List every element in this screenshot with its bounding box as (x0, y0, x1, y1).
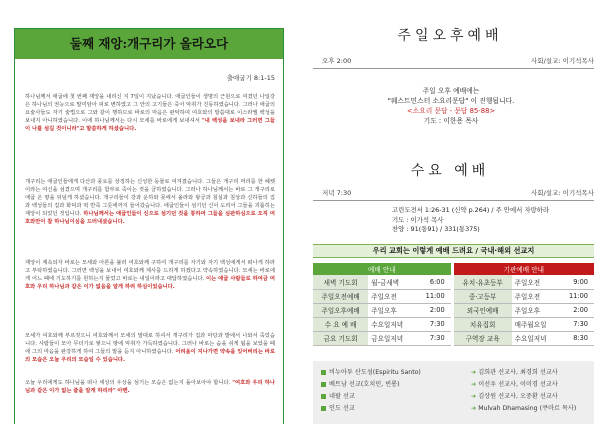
missionary (471, 403, 576, 412)
schedule-row (313, 275, 594, 289)
paragraph-text: 재앙이 계속되자 바로는 모세와 아론을 불러 여호와께 구하여 개구리를 자기와 자기 백성에게서 떠나게 하라고 부탁하였습니다. 그러면 백성을 보내어 여호와께 제사를 드리게 하겠다고 약속하였습니다. 모세는 바로에게 어느 때에 기도하기를 원하는지 물었고 바로는 내일이라고 대답하였습니다. (25, 260, 275, 283)
sermon-paragraph (25, 379, 275, 395)
mission-field-label: 인도 선교 (329, 405, 355, 412)
right-table-header: 기관예배 안내 (454, 263, 594, 275)
afternoon-line: 주일 오후 예배에는 (422, 87, 480, 95)
highlight-text: 어려움이 지나가면 약속을 잊어버리는 바로의 모습은 오늘 우리의 모습일 수 있습니다. (25, 349, 275, 364)
service-time: 2:00 (416, 303, 451, 317)
missionary-label: 이선우 선교사, 이미경 선교사 (478, 381, 558, 388)
service-time-label: 수요일저녁 (368, 317, 415, 331)
missionary-label: 김희관 선교사, 최경희 선교사 (478, 369, 558, 376)
highlight-text: 하나님께서는 애굽인들이 신으로 섬기던 것을 통하여 그들을 심판하심으로 오직 여호와만이 참 하나님이심을 드러내셨습니다. (25, 211, 276, 226)
group-service-name: 유치·유초등부 (454, 275, 512, 289)
arrow-right-icon: ➔ (471, 369, 477, 376)
mission-field-label: 베트남 선교(호치민, 빈롱) (329, 381, 400, 388)
wednesday-leader: 사회/설교: 이기석목사 (531, 189, 594, 197)
group-service-name: 외국인예배 (454, 303, 512, 317)
bullet-square-icon (321, 394, 326, 399)
schedule-row (313, 317, 594, 331)
service-name: 금요 기도회 (313, 331, 368, 345)
schedule-body (313, 275, 594, 345)
group-service-time: 11:00 (559, 289, 594, 303)
mission-field (321, 403, 355, 412)
group-service-time-label: 주일오전 (512, 275, 559, 289)
missionary-label: Mulvah Dhamasing (쿠마르 목사) (478, 405, 577, 412)
missionary (471, 379, 558, 388)
service-time: 6:00 (416, 275, 451, 289)
service-name: 수 요 예 배 (313, 317, 368, 331)
highlight-text: 이는 애굽 사람들로 하여금 여호와 우리 하나님과 같은 이가 없음을 알게 하려 하심이었습니다. (25, 276, 276, 291)
paragraph-text: 모세가 여호와께 부르짖으니 여호와께서 모세의 말대로 하셔서 개구리가 집과 마당과 밭에서 나와서 죽었습니다. 사람들이 모아 무더기로 쌓으니 땅에 악취가 가득하였습니다. 그러나 바로는 숨을 쉬게 됨을 보았을 때에 그의 마음을 완강하게 하여 그들의 말을 듣지 아니하였습니다. (25, 333, 275, 356)
sermon-paragraph (25, 259, 275, 291)
group-service-time: 2:00 (559, 303, 594, 317)
service-name: 새벽 기도회 (313, 275, 368, 289)
missionary-label: 김상원 선교사, 오중환 선교사 (478, 393, 558, 400)
group-service-name: 구역장 교육 (454, 331, 512, 345)
arrow-right-icon: ➔ (471, 381, 477, 388)
wednesday-time: 저녁 7:30 (322, 189, 352, 197)
wednesday-line: 기도 : 이가석 목사 (392, 215, 444, 224)
scripture-reference: 출애굽기 8:1-15 (226, 74, 275, 82)
group-service-time-label: 주일오후 (512, 303, 559, 317)
paragraph-text: 개구리는 애굽인들에게 다산과 풍요를 상징하는 신성한 동물로 여겨졌습니다. 그들은 개구리 머리를 한 헤켓이라는 여신을 섬겼으며 개구리를 함부로 죽이는 것을 금하였습니다. 그러나 하나님께서는 바로 그 개구리로 애굽 온 땅을 뒤덮게 하셨습니다. 개구리들이 강과 운하와 못에서 올라와 왕궁과 침실과 침상과 신하들의 집과 백성들의 집과 화덕과 떡 반죽 그릇에까지 들어갔습니다. 애굽인들이 섬기던 신이 도리어 그들을 괴롭히는 재앙이 되었던 것입니다. (25, 179, 275, 218)
divider (313, 68, 594, 69)
afternoon-line: "웨스트민스터 소요리문답" 이 진행됩니다. (387, 97, 515, 105)
arrow-right-icon: ➔ (471, 405, 477, 412)
paragraph-text: 하나님께서 애굽에 첫 번째 재앙을 내리신 지 7일이 지났습니다. 애굽인들이 생명의 근원으로 여겼던 나일강은 하나님의 권능으로 말미암아 피로 변하였고 그 안의 고기들은 죽어 악취가 진동하였습니다. 그러나 애굽의 요술사들도 자기 술법으로 그와 같이 행하므로 바로의 마음은 완악하여 여호와의 말씀대로 이스라엘 백성을 보내지 아니하였습니다. 이에 하나님께서는 다시 모세를 바로에게 보내셔서 (25, 94, 275, 125)
service-time-label: 금요일저녁 (368, 331, 415, 345)
mission-field (321, 367, 421, 376)
group-service-name: 치유집회 (454, 317, 512, 331)
group-service-time-label: 주일오전 (512, 289, 559, 303)
afternoon-leader: 사회/설교: 이기석목사 (531, 57, 594, 65)
service-time-label: 주일오전 (368, 289, 415, 303)
sermon-paragraph (25, 93, 275, 133)
missionary (471, 391, 558, 400)
service-time: 7:30 (416, 317, 451, 331)
mission-field (321, 391, 355, 400)
service-name: 주일오후예배 (313, 303, 368, 317)
schedule-row (313, 289, 594, 303)
group-service-time: 8:30 (559, 331, 594, 345)
group-service-time: 7:30 (559, 317, 594, 331)
service-time: 7:30 (416, 331, 451, 345)
wednesday-line: 고린도전서 1:26-31 (신약 p.264) / 주 안에서 자랑하라 (392, 206, 550, 214)
schedule-table (313, 263, 594, 346)
schedule-banner: 우리 교회는 이렇게 예배 드려요 / 국내·해외 선교지 (313, 244, 594, 258)
wednesday-details (392, 206, 549, 235)
afternoon-line: 기도 : 이한용 목사 (423, 117, 479, 125)
paragraph-text: 오늘 우리에게도 하나님을 떠나 세상의 우상을 섬기는 모습은 없는지 돌아보아야 합니다. (25, 380, 233, 386)
highlight-text: "내 백성을 보내라 그러면 그들이 나를 섬길 것이니라"고 말씀하게 하셨습니다. (25, 118, 275, 133)
arrow-right-icon: ➔ (471, 393, 477, 400)
bullet-square-icon (321, 406, 326, 411)
schedule-row (313, 303, 594, 317)
group-service-time-label: 수요일저녁 (512, 331, 559, 345)
service-name: 주일오전예배 (313, 289, 368, 303)
highlight-text: "여호와 우리 하나님과 같은 이가 없는 줄을 알게 하리라" 아멘. (25, 380, 275, 395)
group-service-name: 중·고등부 (454, 289, 512, 303)
afternoon-details (316, 86, 586, 126)
afternoon-meta (322, 56, 594, 65)
mission-list (313, 361, 594, 424)
sermon-paragraph (25, 332, 275, 364)
service-time-label: 주일오후 (368, 303, 415, 317)
mission-field (321, 379, 400, 388)
afternoon-line: <소요리 문답 - 문답 85-88> (406, 107, 496, 115)
missionary (471, 367, 558, 376)
sermon-panel (14, 28, 284, 424)
sermon-paragraph (25, 178, 275, 226)
bullet-square-icon (321, 370, 326, 375)
sermon-title-banner (15, 29, 283, 59)
group-service-time-label: 매주월요일 (512, 317, 559, 331)
wednesday-service-title: 수요 예배 (410, 163, 490, 179)
wednesday-meta (322, 188, 594, 197)
wednesday-line: 찬양 : 91(통91) / 331(통375) (392, 225, 480, 233)
afternoon-service-title: 주일오후예배 (397, 28, 503, 44)
service-time: 11:00 (416, 289, 451, 303)
service-time-label: 월-금새벽 (368, 275, 415, 289)
sermon-title: 둘째 재앙:개구리가 올라오다 (69, 36, 229, 51)
mission-field-label: 비누아투 산도섬(Espiritu Santo) (329, 369, 421, 376)
bullet-square-icon (321, 382, 326, 387)
schedule-row (313, 331, 594, 345)
left-table-header: 예배 안내 (313, 263, 451, 275)
afternoon-time: 오후 2:00 (322, 57, 352, 65)
mission-field-label: 네팔 선교 (329, 393, 355, 400)
divider (313, 200, 594, 201)
group-service-time: 9:00 (559, 275, 594, 289)
